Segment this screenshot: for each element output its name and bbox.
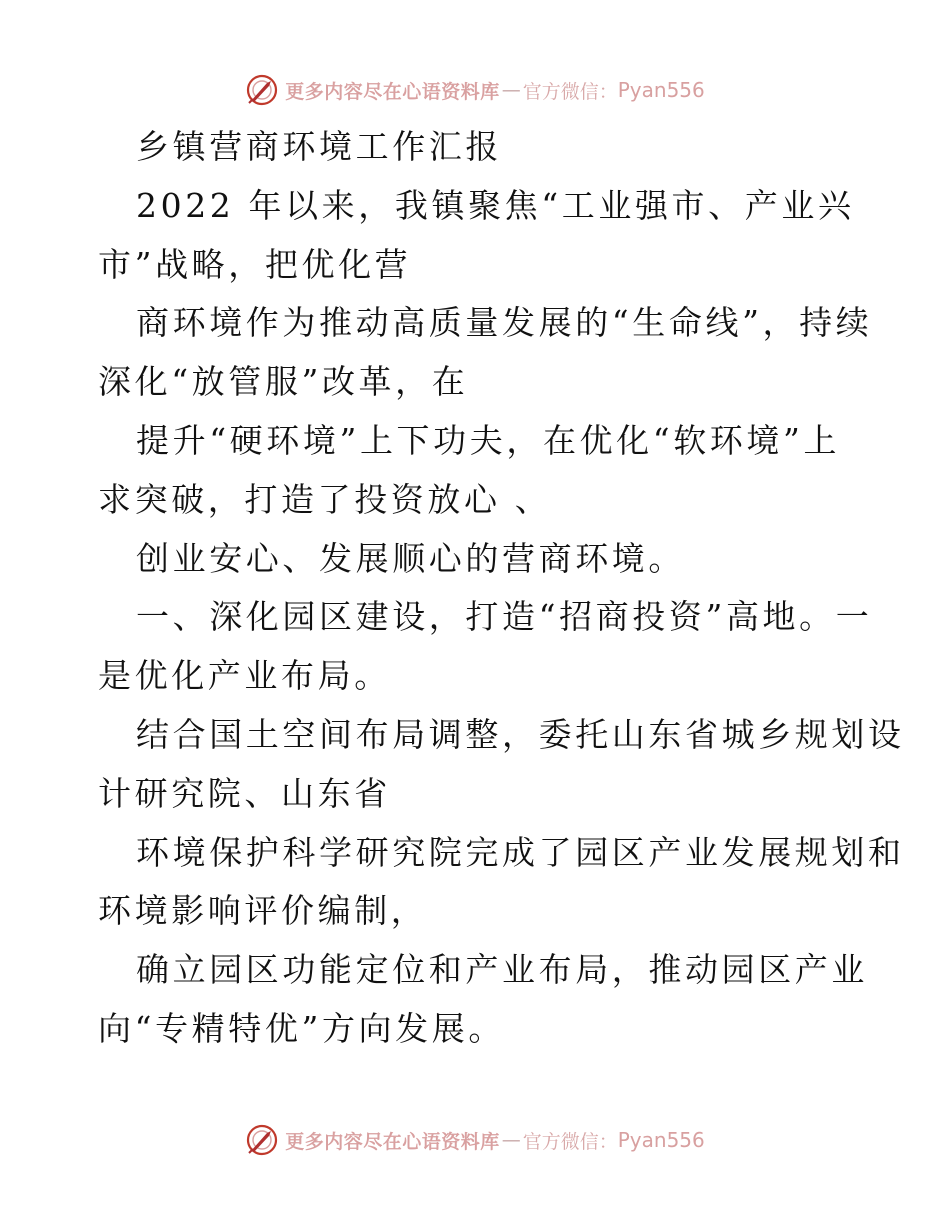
section-heading-line: 一、深化园区建设，打造“招商投资”高地。一 xyxy=(136,597,873,637)
paragraph-line: 商环境作为推动高质量发展的“生命线”，持续 xyxy=(136,303,873,343)
watermark-wechat-id: Pyan556 xyxy=(617,1128,705,1152)
watermark-main-text: 更多内容尽在心语资料库 xyxy=(285,1130,500,1153)
footer-watermark xyxy=(0,1120,950,1160)
paragraph-line: 确立园区功能定位和产业布局，推动园区产业 xyxy=(136,950,868,990)
paragraph-line: 2022 年以来，我镇聚焦“工业强市、产业兴 xyxy=(136,185,855,225)
paragraph-line: 结合国土空间布局调整，委托山东省城乡规划设 xyxy=(136,714,905,754)
paragraph-line: 市”战略，把优化营 xyxy=(98,244,412,284)
paragraph-line: 深化“放管服”改革，在 xyxy=(98,362,469,402)
watermark-wechat-label: 官方微信： xyxy=(522,1130,618,1153)
paragraph-line: 求突破，打造了投资放心 、 xyxy=(98,479,552,519)
watermark-wechat-label: 官方微信： xyxy=(522,80,618,103)
watermark-wechat-id: Pyan556 xyxy=(617,78,705,102)
paragraph-line: 提升“硬环境”上下功夫，在优化“软环境”上 xyxy=(136,420,841,460)
document-title: 乡镇营商环境工作汇报 xyxy=(136,127,502,166)
paragraph-line: 向“专精特优”方向发展。 xyxy=(98,1008,505,1048)
paragraph-line: 是优化产业布局。 xyxy=(98,656,391,696)
watermark-main-text: 更多内容尽在心语资料库 xyxy=(285,80,500,103)
watermark-separator: — xyxy=(501,1129,521,1151)
quill-logo-icon xyxy=(245,73,279,107)
paragraph-line: 计研究院、山东省 xyxy=(98,773,391,813)
paragraph-line: 环境影响评价编制， xyxy=(98,891,428,931)
paragraph-line: 创业安心、发展顺心的营商环境。 xyxy=(136,538,685,578)
watermark-separator: — xyxy=(501,79,521,101)
quill-logo-icon xyxy=(245,1123,279,1157)
document-body xyxy=(98,118,905,1059)
header-watermark xyxy=(0,70,950,110)
paragraph-line: 环境保护科学研究院完成了园区产业发展规划和 xyxy=(136,832,905,872)
